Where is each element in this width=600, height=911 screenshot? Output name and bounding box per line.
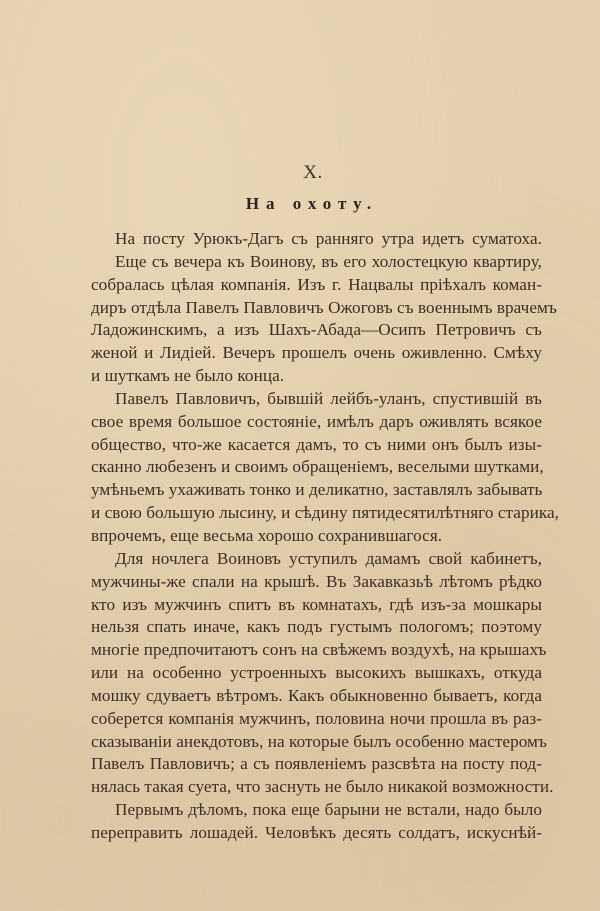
- text-line: свое время большое состояніе, имѣлъ даръ оживлять всякое: [91, 411, 542, 431]
- text-line: кто изъ мужчинъ спитъ въ комнатахъ, гдѣ изъ-за мошкары: [91, 594, 542, 614]
- text-line: многіе предпочитаютъ сонъ на свѣжемъ воздухѣ, на крышахъ: [91, 640, 547, 660]
- text-line: или на особенно устроенныхъ высокихъ вышкахъ, откуда: [91, 663, 542, 683]
- text-line: нельзя спать иначе, какъ подъ густымъ пологомъ; поэтому: [91, 617, 542, 637]
- text-line: женой и Лидіей. Вечеръ прошелъ очень оживленно. Смѣху: [91, 343, 542, 363]
- text-line: мошку сдуваетъ вѣтромъ. Какъ обыкновенно бываетъ, когда: [91, 685, 542, 705]
- text-line: соберется компанія мужчинъ, половина ночи прошла въ раз-: [91, 708, 542, 728]
- text-line: Ладожинскимъ, а изъ Шахъ-Абада—Осипъ Петровичъ съ: [91, 320, 542, 340]
- text-line: Первымъ дѣломъ, пока еще барыни не встали, надо было: [115, 800, 542, 820]
- text-line: На посту Урюкъ-Дагъ съ ранняго утра идетъ суматоха.: [115, 229, 542, 248]
- text-line: Павелъ Павловичъ; а съ появленіемъ разсвѣта на посту под-: [91, 754, 542, 774]
- text-line: сказываніи анекдотовъ, на которые былъ особенно мастеромъ: [91, 731, 547, 751]
- text-line: Павелъ Павловичъ, бывшій лейбъ-уланъ, спустившій въ: [115, 388, 542, 408]
- text-line: Еще съ вечера къ Воинову, въ его холостецкую квартиру,: [115, 251, 542, 271]
- text-line: и свою большую лысину, и сѣдину пятидесятилѣтняго старика,: [91, 503, 560, 523]
- text-line: переправить лошадей. Человѣкъ десять солдатъ, искуснѣй-: [91, 822, 542, 842]
- body-text: [91, 228, 560, 845]
- text-line: Для ночлега Воиновъ уступилъ дамамъ свой кабинетъ,: [115, 548, 542, 568]
- text-line: нялась такая суета, что заснуть не было никакой возможности.: [91, 777, 554, 797]
- text-line: мужчины-же спали на крышѣ. Въ Закавказьѣ лѣтомъ рѣдко: [91, 571, 542, 591]
- text-line: общество, что-же касается дамъ, то съ ними онъ былъ изы-: [91, 434, 542, 454]
- chapter-title: На охоту.: [245, 194, 379, 213]
- text-line: собралась цѣлая компанія. Изъ г. Нацвалы пріѣхалъ коман-: [91, 274, 542, 294]
- chapter-number: X.: [303, 162, 323, 183]
- text-line: и шуткамъ не было конца.: [91, 366, 285, 386]
- text-line: сканно любезенъ и своимъ обращеніемъ, веселыми шутками,: [91, 457, 544, 477]
- text-line: впрочемъ, еще весьма хорошо сохранившагося.: [91, 525, 443, 545]
- text-line: умѣньемъ ухаживать тонко и деликатно, заставлялъ забывать: [91, 480, 543, 500]
- text-line: диръ отдѣла Павелъ Павловичъ Ожоговъ съ военнымъ врачемъ: [91, 297, 557, 317]
